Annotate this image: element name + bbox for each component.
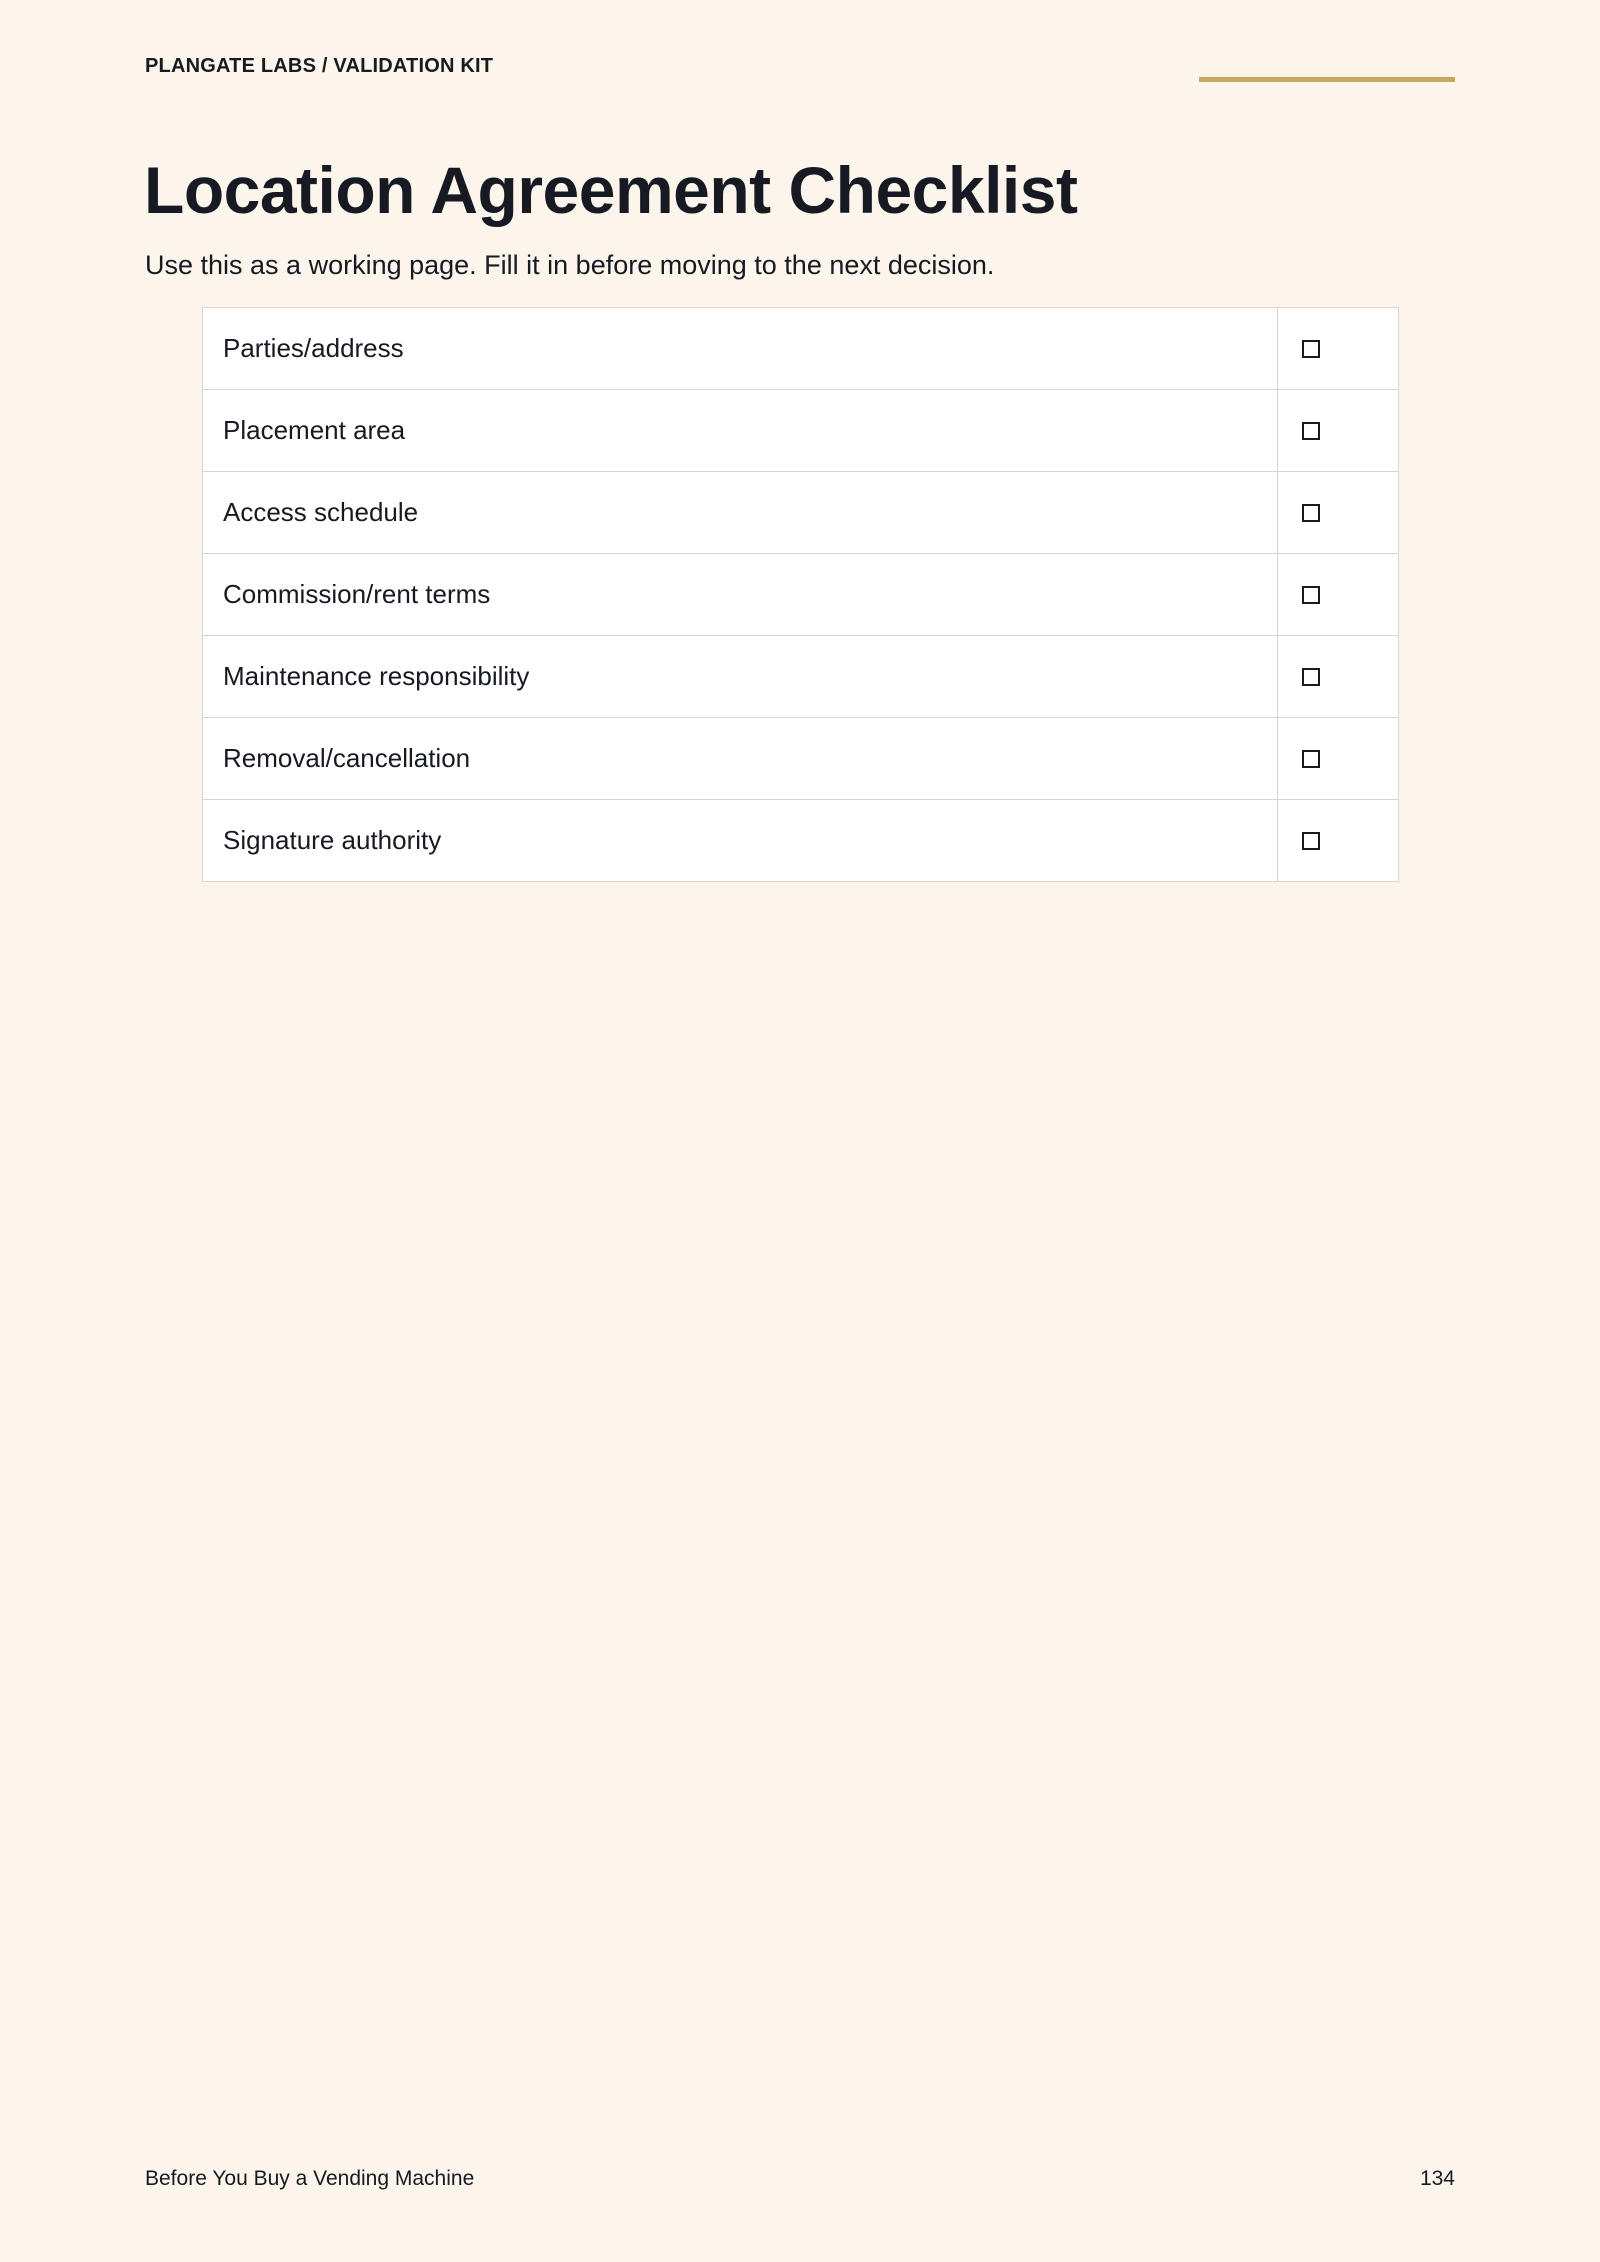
- footer-page-number: 134: [1419, 2167, 1455, 2190]
- checklist-table: [202, 307, 1399, 882]
- checkbox-icon[interactable]: [1302, 750, 1320, 768]
- checklist-row: [203, 472, 1399, 554]
- checklist-row: [203, 308, 1399, 390]
- checklist-item-label: Placement area: [203, 390, 1278, 472]
- checklist-check-cell: [1278, 636, 1399, 718]
- checklist-check-cell: [1278, 554, 1399, 636]
- checklist-check-cell: [1278, 308, 1399, 390]
- accent-rule: [1199, 77, 1455, 82]
- checklist-check-cell: [1278, 718, 1399, 800]
- checklist-item-label: Removal/cancellation: [203, 718, 1278, 800]
- checklist-row: [203, 718, 1399, 800]
- checklist-check-cell: [1278, 800, 1399, 882]
- checklist-row: [203, 636, 1399, 718]
- checklist-check-cell: [1278, 472, 1399, 554]
- checklist-item-label: Commission/rent terms: [203, 554, 1278, 636]
- footer-book-title: Before You Buy a Vending Machine: [145, 2167, 475, 2190]
- checklist-row: [203, 800, 1399, 882]
- checklist-item-label: Parties/address: [203, 308, 1278, 390]
- checklist-item-label: Access schedule: [203, 472, 1278, 554]
- checklist-item-label: Signature authority: [203, 800, 1278, 882]
- checklist-row: [203, 390, 1399, 472]
- checkbox-icon[interactable]: [1302, 422, 1320, 440]
- checklist-row: [203, 554, 1399, 636]
- checkbox-icon[interactable]: [1302, 504, 1320, 522]
- checkbox-icon[interactable]: [1302, 668, 1320, 686]
- checkbox-icon[interactable]: [1302, 586, 1320, 604]
- checklist-check-cell: [1278, 390, 1399, 472]
- running-head: PLANGATE LABS / VALIDATION KIT: [145, 55, 494, 77]
- page-title: Location Agreement Checklist: [144, 153, 1078, 227]
- intro-text: Use this as a working page. Fill it in before moving to the next decision.: [145, 250, 995, 280]
- checkbox-icon[interactable]: [1302, 832, 1320, 850]
- checkbox-icon[interactable]: [1302, 340, 1320, 358]
- checklist-item-label: Maintenance responsibility: [203, 636, 1278, 718]
